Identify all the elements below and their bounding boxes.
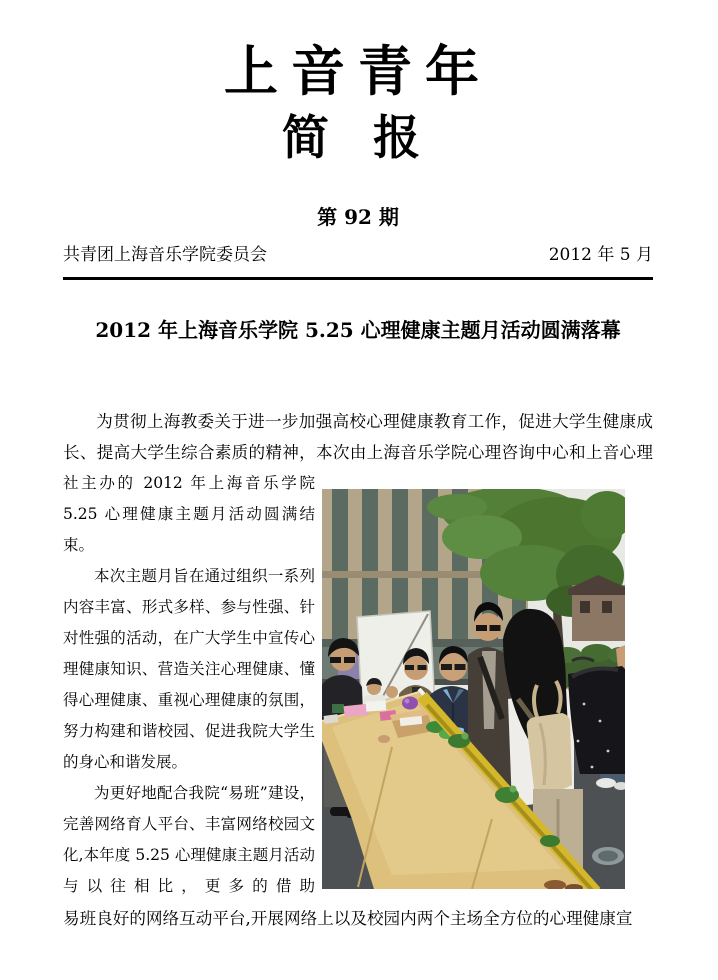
event-photo (322, 489, 625, 889)
photo-cream-tote-bag (527, 713, 572, 791)
paragraph-2: 本次主题月旨在通过组织一系列内容丰富、形式多样、参与性强、针对性强的活动，在广大学生中宣传心理健康知识、营造关注心理健康、懂得心理健康、重视心理健康的氛围，努力构建和谐校园、促进我院大学生的身心和谐发展。 (63, 567, 315, 772)
paragraph-1-full-width: 为贯彻上海教委关于进一步加强高校心理健康教育工作，促进大学生健康成长、提高大学生综合素质的精神，本次由上海音乐学院心理咨询中心和上音心理 (63, 412, 653, 463)
paragraph-3-beside-photo: 为更好地配合我院“易班”建设，完善网络育人平台、丰富网络校园文化,本年度 5.25 心理健康主题月活动与以往相比，更多的借助 (63, 784, 315, 896)
masthead-divider (63, 277, 653, 280)
issue-date: 2012 年 5 月 (548, 245, 653, 266)
paragraph-3-full-width: 易班良好的网络互动平台,开展网络上以及校园内两个主场全方位的心理健康宣 (63, 909, 633, 929)
paragraph-1-beside-photo: 社主办的 2012 年上海音乐学院 5.25 心理健康主题月活动圆满结束。 (63, 474, 315, 555)
organization-name: 共青团上海音乐学院委员会 (63, 245, 267, 266)
masthead-subtitle: 简 报 (281, 111, 435, 167)
issue-number: 第 92 期 (317, 205, 399, 230)
article-body (63, 406, 653, 934)
masthead-title: 上音青年 (224, 39, 492, 103)
masthead-info-row (63, 244, 653, 266)
left-text-column (63, 468, 315, 902)
article-headline: 2012 年上海音乐学院 5.25 心理健康主题月活动圆满落幕 (95, 318, 621, 343)
text-photo-row (63, 468, 653, 903)
